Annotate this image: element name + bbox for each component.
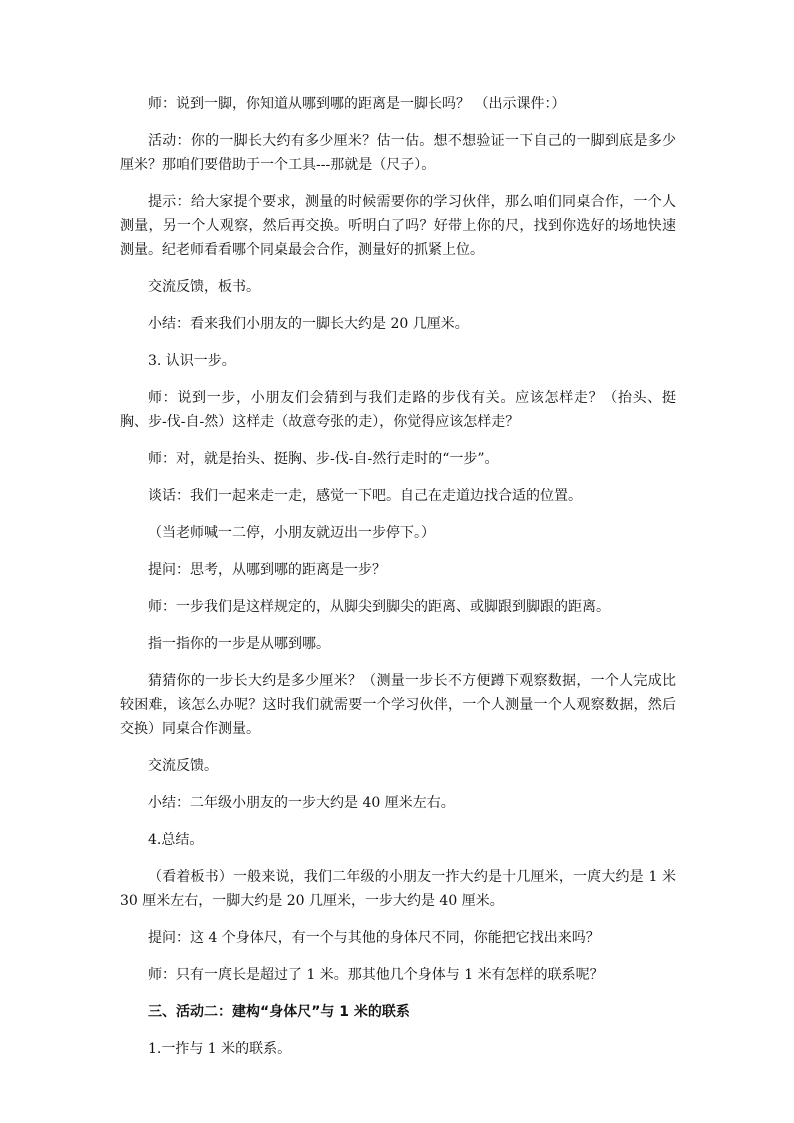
subsection-span-title: 1.一拃与 1 米的联系。: [148, 1041, 292, 1057]
paragraph-step-guess: 猜猜你的一步长大约是多少厘米？（测量一步长不方便蹲下观察数据，一个人完成比较困难，该怎么办呢？这时我们就需要一个学习伙伴，一个人测量一个人观察数据，然后交换）同桌合作测量。: [120, 673, 676, 737]
paragraph-foot-summary: 小结：看来我们小朋友的一脚长大约是 20 几厘米。: [148, 316, 469, 332]
paragraph-board-summary: （看着板书）一般来说，我们二年级的小朋友一拃大约是十几厘米，一庹大约是 1 米 30 厘米左右，一脚大约是 20 几厘米，一步大约是 40 厘米。: [120, 869, 676, 909]
paragraph-step-question: 提问：思考，从哪到哪的距离是一步？: [148, 562, 386, 578]
paragraph-step-summary: 小结：二年级小朋友的一步大约是 40 厘米左右。: [148, 795, 455, 811]
paragraph-ruler-answer: 师：只有一庹长是超过了 1 米。那其他几个身体与 1 米有怎样的联系呢？: [148, 967, 604, 983]
document-body: [120, 92, 676, 1074]
paragraph-ruler-question: 提问：这 4 个身体尺，有一个与其他的身体尺不同，你能把它找出来吗？: [148, 930, 600, 946]
paragraph-step-talk: 谈话：我们一起来走一走，感觉一下吧。自己在走道边找合适的位置。: [148, 488, 582, 504]
paragraph-foot-question: 师：说到一脚，你知道从哪到哪的距离是一脚长吗？ （出示课件：）: [148, 96, 566, 112]
paragraph-foot-activity: 活动：你的一脚长大约有多少厘米？估一估。想不想验证一下自己的一脚到底是多少厘米？那咱们要借助于一个工具---那就是（尺子）。: [120, 133, 676, 173]
paragraph-step-note: （当老师喊一二停，小朋友就迈出一步停下。）: [148, 525, 435, 541]
paragraph-step-intro: 师：说到一步，小朋友们会猜到与我们走路的步伐有关。应该怎样走？（抬头、挺胸、步-伐-自-然）这样走（故意夸张的走），你觉得应该怎样走？: [120, 390, 676, 430]
section-heading-activity-two: 三、活动二：建构“身体尺”与 1 米的联系: [148, 1004, 410, 1020]
section-summary-title: 4.总结。: [148, 832, 204, 848]
paragraph-step-definition: 师：一步我们是这样规定的，从脚尖到脚尖的距离、或脚跟到脚跟的距离。: [148, 599, 610, 615]
section-step-title: 3. 认识一步。: [148, 353, 236, 369]
paragraph-feedback: 交流反馈。: [148, 758, 218, 774]
paragraph-step-point: 指一指你的一步是从哪到哪。: [148, 636, 330, 652]
paragraph-foot-tip: 提示：给大家提个要求，测量的时候需要你的学习伙伴，那么咱们同桌合作，一个人测量，另一个人观察，然后再交换。听明白了吗？好带上你的尺，找到你选好的场地快速测量。纪老师看看哪个同桌最会合作，测量好的抓紧上位。: [120, 194, 676, 258]
paragraph-step-confirm: 师：对，就是抬头、挺胸、步-伐-自-然行走时的“一步”。: [148, 451, 499, 467]
paragraph-feedback-board: 交流反馈，板书。: [148, 279, 260, 295]
